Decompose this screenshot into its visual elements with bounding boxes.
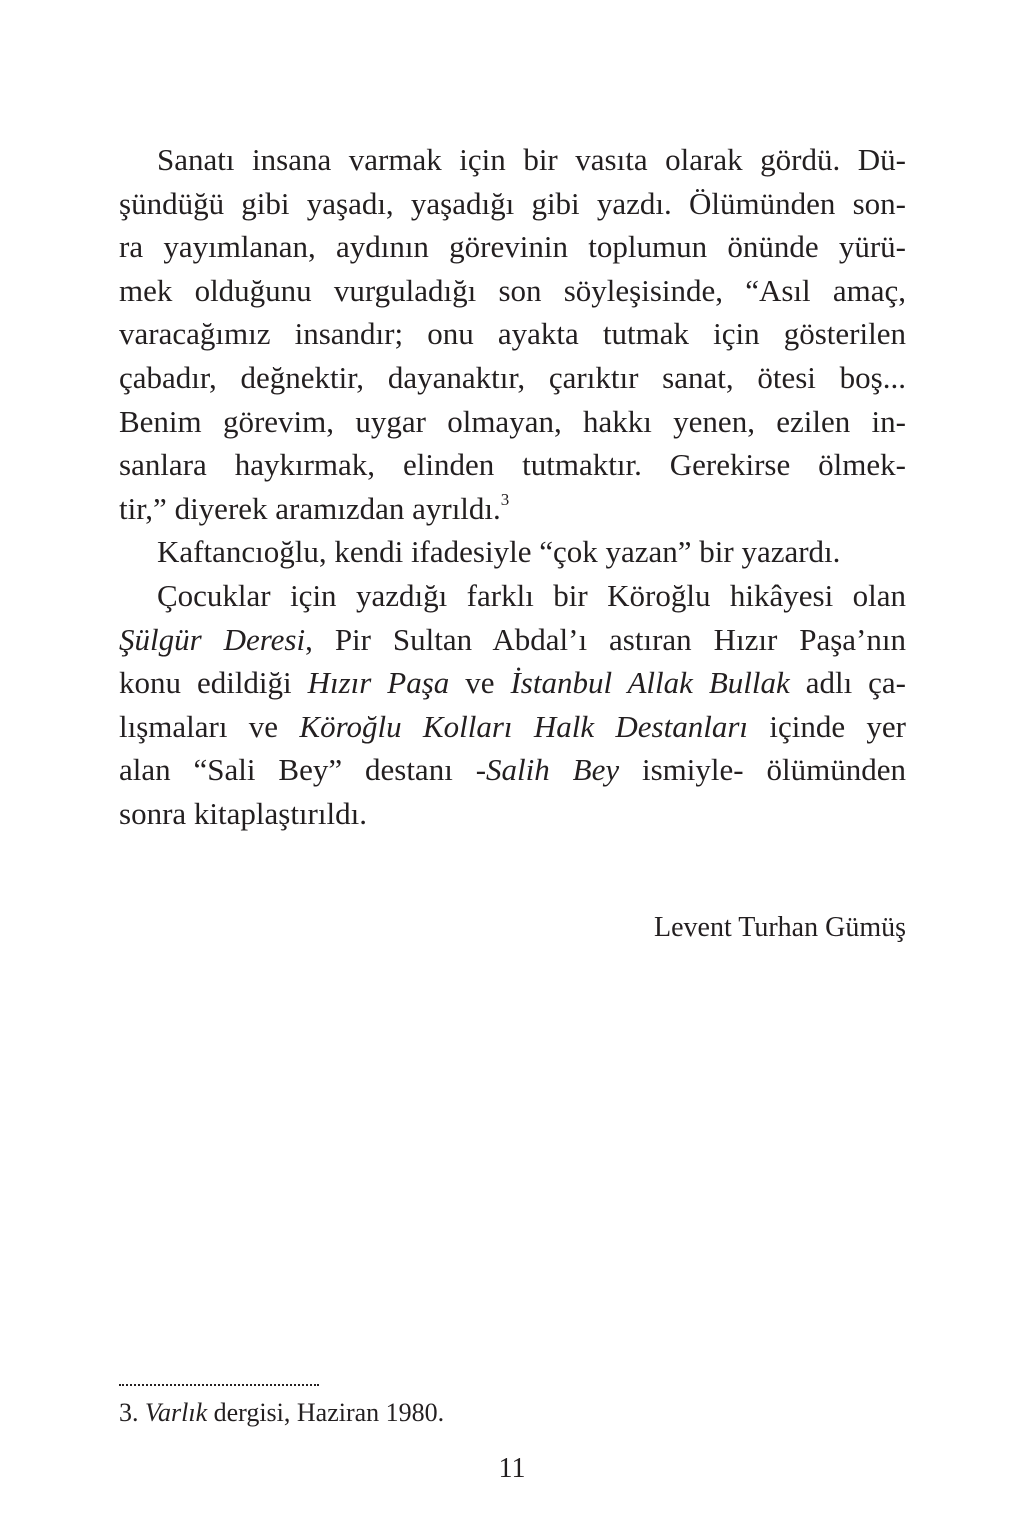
text-line [119, 443, 906, 487]
text-segment: içinde yer [748, 708, 907, 744]
text-line [119, 661, 906, 705]
body-text [119, 138, 906, 836]
text-line [119, 792, 906, 836]
text-line [119, 269, 906, 313]
author-signature: Levent Turhan Gümüş [654, 912, 906, 943]
text-segment: varacağımız insandır; onu ayakta tutmak için gösterilen [119, 316, 906, 352]
text-line [119, 182, 906, 226]
text-segment: sonra kitaplaştırıldı. [119, 795, 367, 831]
text-line [119, 312, 906, 356]
footnote-separator [119, 1384, 319, 1386]
text-segment: lışmaları ve [119, 708, 300, 744]
text-segment: Çocuklar için yazdığı farklı bir Köroğlu hikâyesi olan [157, 577, 906, 613]
footnote-reference: 3 [500, 489, 510, 509]
text-segment: tir,” diyerek aramızdan ayrıldı. [119, 490, 501, 526]
italic-title-text: Şülgür Deresi [119, 621, 306, 657]
text-segment: çabadır, değnektir, dayanaktır, çarıktır sanat, ötesi boş... [119, 359, 906, 395]
text-line [119, 748, 906, 792]
text-segment: ismiyle- ölümünden [619, 752, 906, 788]
italic-title-text: Köroğlu Kolları Halk Destanları [299, 708, 749, 744]
text-segment: adlı ça- [789, 665, 906, 701]
text-segment: Sanatı insana varmak için bir vasıta olarak gördü. Dü- [157, 142, 906, 177]
text-line [119, 705, 906, 749]
text-segment: ve [449, 665, 511, 701]
text-line [119, 225, 906, 269]
text-segment: , Pir Sultan Abdal’ı astıran Hızır Paşa’nın [305, 621, 906, 657]
footnote-magazine-title: Varlık [145, 1398, 208, 1427]
text-line [119, 487, 906, 531]
text-segment: alan “Sali Bey” destanı - [119, 752, 487, 788]
italic-title-text: İstanbul Allak Bullak [510, 665, 790, 701]
text-segment: konu edildiği [119, 665, 308, 701]
text-line [119, 138, 906, 182]
text-segment: mek olduğunu vurguladığı son söyleşisinde, “Asıl amaç, [119, 272, 906, 308]
page-number: 11 [498, 1453, 526, 1484]
text-segment: Benim görevim, uygar olmayan, hakkı yenen, ezilen in- [119, 403, 906, 439]
text-line [119, 356, 906, 400]
text-segment: ra yayımlanan, aydının görevinin toplumun önünde yürü- [119, 229, 906, 265]
footnote [119, 1397, 444, 1429]
footnote-text: dergisi, Haziran 1980. [207, 1398, 445, 1427]
text-line [119, 618, 906, 662]
italic-title-text: Hızır Paşa [307, 665, 450, 701]
italic-title-text: Salih Bey [486, 752, 620, 788]
text-line [119, 530, 906, 574]
text-segment: şündüğü gibi yaşadı, yaşadığı gibi yazdı. Ölümünden son- [119, 185, 906, 221]
text-segment: sanlara haykırmak, elinden tutmaktır. Gerekirse ölmek- [119, 447, 906, 483]
footnote-number: 3. [119, 1398, 139, 1427]
text-segment: Kaftancıoğlu, kendi ifadesiyle “çok yazan” bir yazardı. [157, 534, 841, 570]
text-line [119, 400, 906, 444]
text-line [119, 574, 906, 618]
